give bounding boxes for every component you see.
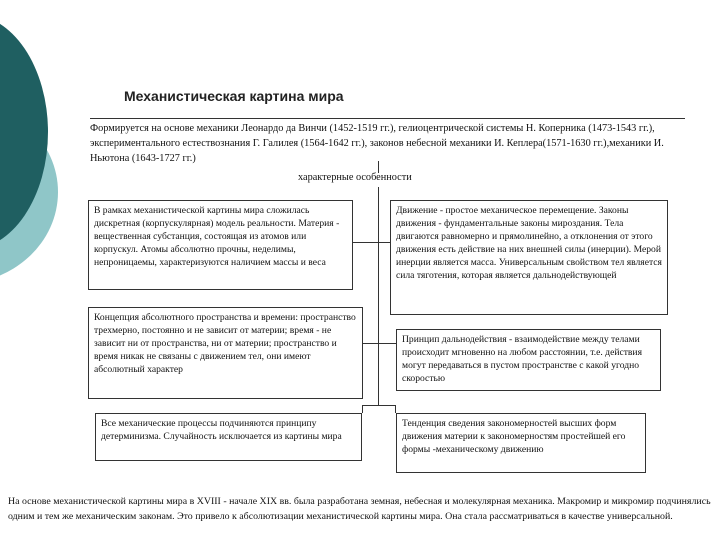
connector-bottom-left: [362, 405, 363, 413]
absolute-space-time-box: Концепция абсолютного пространства и времени: пространство трехмерно, постоянно и не зависит от материи; время - не зависит ни от пространства, ни от материи; пространство и время никак не связаны с движением тел, они имеют абсолютный характер: [88, 307, 363, 399]
determinism-box: Все механические процессы подчиняются принципу детерминизма. Случайность исключается из картины мира: [95, 413, 362, 461]
mechanical-motion-box: Движение - простое механическое перемещение. Законы движения - фундаментальные законы мироздания. Тела двигаются равномерно и прямолинейно, а отклонения от этого движения есть действие на них внешней силы (инерции). Мерой инерции является масса. Универсальным свойством тел является сила тяготения, которая является дальнодействующей: [390, 200, 668, 315]
long-range-action-box: Принцип дальнодействия - взаимодействие между телами происходит мгновенно на любом расстоянии, т.е. действия могут передаваться в пустом пространстве с какой угодно скоростью: [396, 329, 661, 391]
features-label: характерные особенности: [298, 172, 412, 183]
decorative-teal-shape: [0, 0, 90, 290]
connector-spine: [378, 187, 379, 405]
title-underline: [90, 118, 685, 119]
reduction-to-mechanics-box: Тенденция сведения закономерностей высших форм движения материи к закономерностям простейшей его формы -механическому движению: [396, 413, 646, 473]
matter-discrete-model-box: В рамках механистической картины мира сложилась дискретная (корпускулярная) модель реальности. Материя - вещественная субстанция, состоящая из атомов или корпускул. Атомы абсолютно прочны, неделимы, непроницаемы, характеризуются наличием массы и веса: [88, 200, 353, 290]
intro-text: Формируется на основе механики Леонардо да Винчи (1452-1519 гг.), гелиоцентрической системы Н. Коперника (1473-1543 гг.), экспериментального естествознания Г. Галилея (1564-1642 гг.), законов небесной механики И. Кеплера(1571-1630 гг.),механики И. Ньютона (1643-1727 гг.): [90, 123, 664, 164]
connector-bottom-right: [395, 405, 396, 413]
footer-text: На основе механистической картины мира в XVIII - начале XIX вв. была разработана земная, небесная и молекулярная механика. Макромир и микромир подчинялись одним и тем же механическим законам. Это привело к абсолютизации механистической картины мира. Она стала рассматриваться в качестве универсальной.: [8, 496, 711, 522]
connector-middle-branch: [363, 343, 396, 344]
page-title: Механистическая картина мира: [124, 88, 344, 104]
connector-bottom-branch: [362, 405, 396, 406]
